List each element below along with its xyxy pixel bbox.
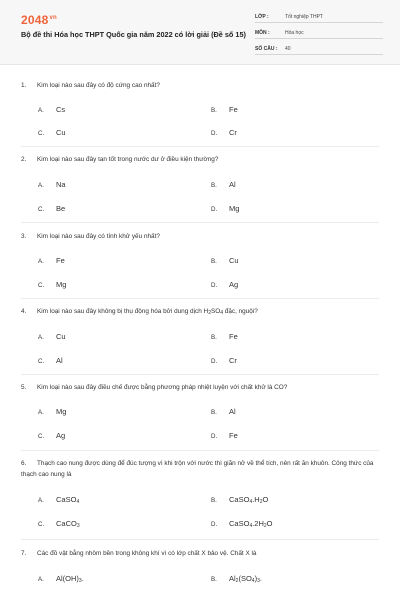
question-number: 7. bbox=[21, 550, 27, 557]
subscript: 2 bbox=[263, 523, 267, 529]
option-letter: D. bbox=[211, 130, 218, 137]
option-text: Fe bbox=[56, 256, 65, 265]
divider bbox=[21, 450, 379, 451]
subscript: 2 bbox=[235, 578, 239, 584]
option-d[interactable] bbox=[211, 280, 238, 289]
question-stem bbox=[21, 231, 376, 242]
option-d[interactable] bbox=[211, 519, 273, 529]
option-letter: A. bbox=[38, 576, 44, 583]
option-text: Mg bbox=[56, 407, 67, 416]
option-letter: B. bbox=[211, 409, 217, 416]
formula-part: CaCO bbox=[56, 519, 77, 528]
option-a[interactable] bbox=[38, 256, 65, 265]
option-a[interactable] bbox=[38, 574, 84, 584]
text-part: Kim loại nào sau đây không bị thụ động hóa bởi dung dịch H bbox=[37, 308, 209, 315]
option-d[interactable] bbox=[211, 356, 237, 365]
divider bbox=[21, 222, 379, 223]
logo-text: 2048 bbox=[21, 13, 49, 27]
question-text bbox=[37, 308, 258, 315]
question-number: 3. bbox=[21, 233, 27, 240]
question-number: 6. bbox=[21, 460, 27, 467]
option-letter: B. bbox=[211, 576, 217, 583]
option-letter: A. bbox=[38, 409, 44, 416]
option-letter: B. bbox=[211, 107, 217, 114]
option-letter: D. bbox=[211, 433, 218, 440]
option-formula bbox=[229, 519, 273, 528]
option-formula bbox=[229, 574, 262, 583]
question-text: Kim loại nào sau đây có tính khử yếu nhất? bbox=[37, 233, 160, 240]
meta-value: Tốt nghiệp THPT bbox=[285, 14, 323, 20]
formula-part: .H bbox=[252, 495, 260, 504]
option-text: Al bbox=[229, 407, 236, 416]
question-stem bbox=[21, 80, 376, 91]
option-letter: C. bbox=[38, 206, 45, 213]
option-c[interactable] bbox=[38, 356, 63, 365]
option-letter: B. bbox=[211, 182, 217, 189]
meta-label: LỚP : bbox=[255, 14, 269, 20]
divider bbox=[21, 298, 379, 299]
option-c[interactable] bbox=[38, 204, 65, 213]
question-text: Các đồ vật bằng nhôm bền trong không khí vì có lớp chất X bảo vệ. Chất X là bbox=[37, 550, 257, 557]
option-text: Al bbox=[56, 356, 63, 365]
option-a[interactable] bbox=[38, 495, 79, 505]
option-d[interactable] bbox=[211, 431, 238, 440]
formula-part: CaSO bbox=[56, 495, 77, 504]
meta-row-grade bbox=[255, 10, 383, 23]
question-text: Kim loại nào sau đây điều chế được bằng phương pháp nhiệt luyện với chất khử là CO? bbox=[37, 384, 288, 391]
question-number: 4. bbox=[21, 308, 27, 315]
question-text: Kim loại nào sau đây có độ cứng cao nhất? bbox=[37, 82, 160, 89]
option-text: Mg bbox=[229, 204, 240, 213]
formula-part: ) bbox=[254, 574, 258, 583]
meta-label: MÔN : bbox=[255, 30, 270, 36]
question-number: 2. bbox=[21, 156, 27, 163]
option-text: Fe bbox=[229, 431, 238, 440]
option-letter: A. bbox=[38, 258, 44, 265]
logo-suffix: vn bbox=[49, 15, 57, 21]
option-letter: C. bbox=[38, 130, 45, 137]
subscript: 2 bbox=[208, 310, 211, 316]
text-part: đặc, nguội? bbox=[222, 308, 258, 315]
meta-row-count bbox=[255, 42, 383, 55]
option-letter: A. bbox=[38, 334, 44, 341]
formula-part: O bbox=[262, 495, 269, 504]
question-stem bbox=[21, 548, 376, 559]
meta-label: SỐ CÂU : bbox=[255, 46, 278, 52]
option-text: Cs bbox=[56, 105, 66, 114]
option-b[interactable] bbox=[211, 495, 268, 505]
option-b[interactable] bbox=[211, 407, 236, 416]
question-text: Thạch cao nung được dùng để đúc tượng vì khi trộn với nước thì giãn nở về thể tích, nên rất ăn khuôn. Công thức của thạch cao nung là bbox=[21, 460, 374, 478]
option-text: Be bbox=[56, 204, 66, 213]
option-text: Cr bbox=[229, 356, 237, 365]
option-formula bbox=[56, 519, 80, 528]
option-letter: C. bbox=[38, 358, 45, 365]
option-text: Cr bbox=[229, 128, 237, 137]
option-letter: A. bbox=[38, 182, 44, 189]
option-letter: D. bbox=[211, 521, 218, 528]
divider bbox=[21, 146, 379, 147]
site-logo[interactable] bbox=[21, 13, 57, 27]
question-text: Kim loại nào sau đây tan tốt trong nước dư ở điều kiện thường? bbox=[37, 156, 219, 163]
formula-part: CaSO bbox=[229, 495, 250, 504]
option-text: Cu bbox=[229, 256, 239, 265]
formula-part: . bbox=[81, 574, 84, 583]
subscript: 3 bbox=[76, 523, 80, 529]
option-text: Cu bbox=[56, 128, 66, 137]
formula-part: Al bbox=[229, 574, 236, 583]
divider bbox=[21, 374, 379, 375]
document-meta bbox=[255, 10, 383, 58]
formula-part: . bbox=[259, 574, 262, 583]
option-text: Fe bbox=[229, 105, 238, 114]
subscript: 4 bbox=[76, 499, 80, 505]
option-letter: C. bbox=[38, 521, 45, 528]
option-c[interactable] bbox=[38, 128, 66, 137]
option-b[interactable] bbox=[211, 105, 238, 114]
page-title: Bộ đề thi Hóa học THPT Quốc gia năm 2022 có lời giải (Đề số 15) bbox=[21, 30, 246, 39]
option-text: Cu bbox=[56, 332, 66, 341]
option-b[interactable] bbox=[211, 332, 238, 341]
option-formula bbox=[56, 574, 84, 583]
question-stem bbox=[21, 382, 376, 393]
option-b[interactable] bbox=[211, 256, 239, 265]
option-d[interactable] bbox=[211, 128, 237, 137]
option-letter: D. bbox=[211, 282, 218, 289]
option-letter: D. bbox=[211, 358, 218, 365]
formula-part: .2H bbox=[252, 519, 264, 528]
option-letter: C. bbox=[38, 282, 45, 289]
question-number: 1. bbox=[21, 82, 27, 89]
formula-part: O bbox=[266, 519, 273, 528]
option-text: Al bbox=[229, 180, 236, 189]
option-c[interactable] bbox=[38, 280, 66, 289]
option-text: Ag bbox=[229, 280, 239, 289]
option-text: Mg bbox=[56, 280, 67, 289]
question-stem bbox=[21, 306, 376, 319]
meta-value: Hóa học bbox=[285, 30, 304, 36]
formula-part: Al(OH) bbox=[56, 574, 79, 583]
option-b[interactable] bbox=[211, 180, 236, 189]
subscript: 4 bbox=[251, 578, 255, 584]
subscript: 4 bbox=[249, 499, 253, 505]
document-header bbox=[0, 0, 400, 65]
subscript: 2 bbox=[259, 499, 263, 505]
option-letter: B. bbox=[211, 258, 217, 265]
option-b[interactable] bbox=[211, 574, 262, 584]
subscript: 4 bbox=[220, 310, 223, 316]
option-letter: B. bbox=[211, 334, 217, 341]
formula-part: CaSO bbox=[229, 519, 250, 528]
divider bbox=[21, 539, 379, 540]
meta-row-subject bbox=[255, 26, 383, 39]
subscript: 3 bbox=[257, 578, 260, 584]
meta-value: 40 bbox=[285, 46, 291, 52]
option-letter: C. bbox=[38, 433, 45, 440]
subscript: 3 bbox=[78, 578, 82, 584]
option-formula bbox=[229, 495, 268, 504]
formula-part: (SO bbox=[238, 574, 252, 583]
option-a[interactable] bbox=[38, 407, 66, 416]
option-a[interactable] bbox=[38, 332, 66, 341]
option-a[interactable] bbox=[38, 180, 66, 189]
option-letter: A. bbox=[38, 497, 44, 504]
option-letter: D. bbox=[211, 206, 218, 213]
text-part: SO bbox=[210, 308, 221, 315]
option-a[interactable] bbox=[38, 105, 65, 114]
question-stem bbox=[21, 458, 376, 480]
option-c[interactable] bbox=[38, 519, 80, 529]
question-number: 5. bbox=[21, 384, 27, 391]
option-d[interactable] bbox=[211, 204, 239, 213]
option-text: Na bbox=[56, 180, 66, 189]
option-letter: A. bbox=[38, 107, 44, 114]
subscript: 4 bbox=[249, 523, 253, 529]
question-stem bbox=[21, 154, 376, 165]
option-c[interactable] bbox=[38, 431, 65, 440]
option-text: Ag bbox=[56, 431, 66, 440]
option-text: Fe bbox=[229, 332, 238, 341]
option-formula bbox=[56, 495, 79, 504]
option-letter: B. bbox=[211, 497, 217, 504]
